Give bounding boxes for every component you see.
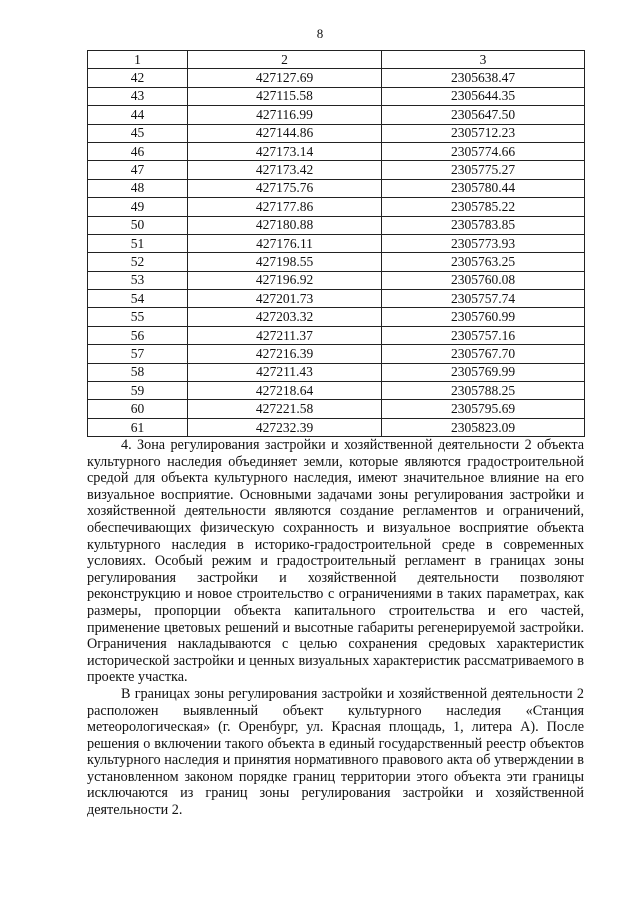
table-body (88, 69, 585, 437)
table-row (88, 216, 585, 234)
cell-x-coordinate: 427115.58 (188, 87, 382, 105)
table-row (88, 418, 585, 436)
cell-y-coordinate: 2305775.27 (382, 161, 585, 179)
table-row (88, 308, 585, 326)
cell-y-coordinate: 2305638.47 (382, 69, 585, 87)
table-row (88, 271, 585, 289)
table-row (88, 179, 585, 197)
cell-y-coordinate: 2305780.44 (382, 179, 585, 197)
table-row (88, 363, 585, 381)
table-row (88, 326, 585, 344)
column-header-x: 2 (188, 51, 382, 69)
table-row (88, 234, 585, 252)
column-header-number: 1 (88, 51, 188, 69)
cell-x-coordinate: 427127.69 (188, 69, 382, 87)
cell-point-number: 58 (88, 363, 188, 381)
cell-point-number: 43 (88, 87, 188, 105)
table-row (88, 400, 585, 418)
cell-point-number: 42 (88, 69, 188, 87)
table-header-row (88, 51, 585, 69)
cell-x-coordinate: 427203.32 (188, 308, 382, 326)
cell-x-coordinate: 427176.11 (188, 234, 382, 252)
table-row (88, 198, 585, 216)
table-row (88, 253, 585, 271)
table-row (88, 87, 585, 105)
cell-y-coordinate: 2305712.23 (382, 124, 585, 142)
cell-x-coordinate: 427116.99 (188, 106, 382, 124)
table-row (88, 69, 585, 87)
coordinates-table (87, 50, 585, 437)
cell-y-coordinate: 2305757.74 (382, 290, 585, 308)
paragraph-zone-description: 4. Зона регулирования застройки и хозяйственной деятельности 2 объекта культурного наследия объединяет земли, которые являются градостроительной средой для объекта культурного наследия, имеют значительное влияние на его визуальное восприятие. Основными задачами зоны регулирования застройки и хозяйственной деятельности являются создание регламентов и ограничений, обеспечивающих физическую сохранность и визуальное восприятие объекта культурного наследия в историко-градостроительной среде в современных условиях. Особый режим и градостроительный регламент в границах зоны регулирования застройки и хозяйственной деятельности позволяют реконструкцию и новое строительство с ограничениями в таких параметрах, как размеры, пропорции объекта капитального строительства и его частей, применение цветовых решений и высотные габариты регенерируемой застройки. Ограничения накладываются с целью сохранения средовых характеристик исторической застройки и ценных визуальных характеристик рассматриваемого в проекте участка. (87, 437, 584, 686)
cell-point-number: 49 (88, 198, 188, 216)
cell-point-number: 51 (88, 234, 188, 252)
cell-point-number: 46 (88, 142, 188, 160)
cell-point-number: 61 (88, 418, 188, 436)
paragraph-heritage-object: В границах зоны регулирования застройки и хозяйственной деятельности 2 расположен выявленный объект культурного наследия «Станция метеорологическая» (г. Оренбург, ул. Красная площадь, 1, литера А). После решения о включении такого объекта в единый государственный реестр объектов культурного наследия и принятия нормативного правового акта об утверждении в установленном законом порядке границ территории этого объекта эти границы исключаются из границ зоны регулирования застройки и хозяйственной деятельности 2. (87, 685, 584, 819)
cell-x-coordinate: 427144.86 (188, 124, 382, 142)
cell-y-coordinate: 2305788.25 (382, 382, 585, 400)
cell-point-number: 55 (88, 308, 188, 326)
cell-y-coordinate: 2305823.09 (382, 418, 585, 436)
cell-point-number: 54 (88, 290, 188, 308)
cell-x-coordinate: 427180.88 (188, 216, 382, 234)
table-row (88, 124, 585, 142)
cell-y-coordinate: 2305767.70 (382, 345, 585, 363)
cell-y-coordinate: 2305795.69 (382, 400, 585, 418)
cell-y-coordinate: 2305760.08 (382, 271, 585, 289)
cell-point-number: 48 (88, 179, 188, 197)
page-number: 8 (316, 26, 324, 41)
cell-y-coordinate: 2305773.93 (382, 234, 585, 252)
cell-point-number: 56 (88, 326, 188, 344)
table-row (88, 161, 585, 179)
cell-point-number: 50 (88, 216, 188, 234)
cell-point-number: 52 (88, 253, 188, 271)
table-row (88, 142, 585, 160)
cell-y-coordinate: 2305774.66 (382, 142, 585, 160)
column-header-y: 3 (382, 51, 585, 69)
cell-x-coordinate: 427175.76 (188, 179, 382, 197)
cell-x-coordinate: 427232.39 (188, 418, 382, 436)
cell-x-coordinate: 427211.43 (188, 363, 382, 381)
cell-x-coordinate: 427198.55 (188, 253, 382, 271)
cell-x-coordinate: 427201.73 (188, 290, 382, 308)
cell-x-coordinate: 427196.92 (188, 271, 382, 289)
cell-point-number: 45 (88, 124, 188, 142)
cell-y-coordinate: 2305769.99 (382, 363, 585, 381)
cell-y-coordinate: 2305763.25 (382, 253, 585, 271)
cell-point-number: 57 (88, 345, 188, 363)
cell-y-coordinate: 2305757.16 (382, 326, 585, 344)
cell-y-coordinate: 2305785.22 (382, 198, 585, 216)
cell-x-coordinate: 427173.42 (188, 161, 382, 179)
cell-x-coordinate: 427218.64 (188, 382, 382, 400)
cell-x-coordinate: 427177.86 (188, 198, 382, 216)
cell-y-coordinate: 2305647.50 (382, 106, 585, 124)
cell-x-coordinate: 427173.14 (188, 142, 382, 160)
table-row (88, 106, 585, 124)
cell-x-coordinate: 427221.58 (188, 400, 382, 418)
cell-x-coordinate: 427211.37 (188, 326, 382, 344)
body-text (87, 437, 584, 819)
table-row (88, 345, 585, 363)
cell-y-coordinate: 2305644.35 (382, 87, 585, 105)
cell-y-coordinate: 2305760.99 (382, 308, 585, 326)
table-row (88, 290, 585, 308)
cell-point-number: 44 (88, 106, 188, 124)
cell-point-number: 59 (88, 382, 188, 400)
cell-point-number: 53 (88, 271, 188, 289)
cell-x-coordinate: 427216.39 (188, 345, 382, 363)
cell-point-number: 47 (88, 161, 188, 179)
cell-y-coordinate: 2305783.85 (382, 216, 585, 234)
cell-point-number: 60 (88, 400, 188, 418)
table-row (88, 382, 585, 400)
